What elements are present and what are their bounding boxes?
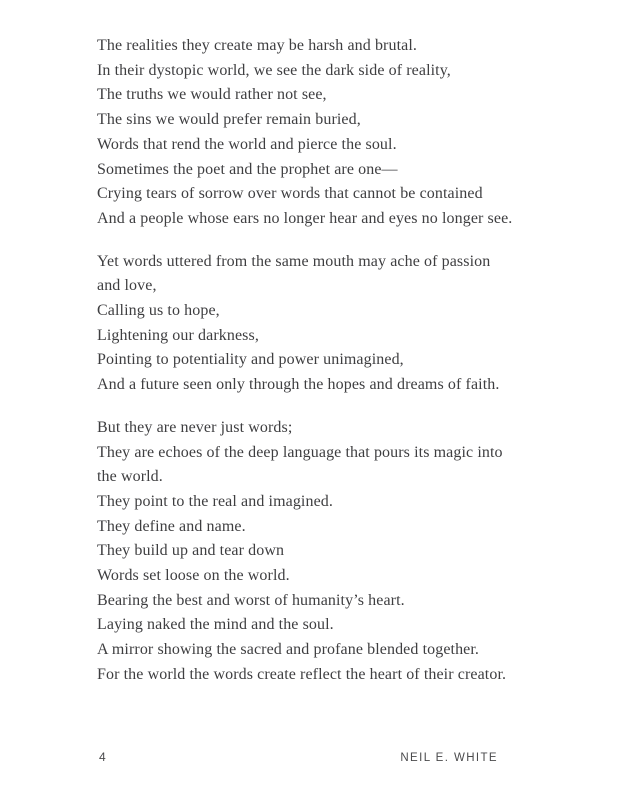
stanza-1 <box>97 34 513 232</box>
poem-line: Yet words uttered from the same mouth may ache of passion <box>97 252 491 270</box>
poem-line: Words that rend the world and pierce the soul. <box>97 135 397 153</box>
poem-line: They are echoes of the deep language that pours its magic into <box>97 443 503 461</box>
poem-line: They build up and tear down <box>97 542 285 560</box>
poem-line: Bearing the best and worst of humanity’s heart. <box>97 591 405 609</box>
poem-line: The realities they create may be harsh and brutal. <box>97 37 417 54</box>
poem-line: A mirror showing the sacred and profane blended together. <box>97 641 480 659</box>
poem-line: And a future seen only through the hopes and dreams of faith. <box>97 376 500 394</box>
poem-line: The sins we would prefer remain buried, <box>97 111 361 129</box>
poem-line: They point to the real and imagined. <box>97 492 333 510</box>
poem-line: And a people whose ears no longer hear and eyes no longer see. <box>97 209 513 227</box>
poem-line: the world. <box>97 468 163 486</box>
poem-text <box>97 34 513 706</box>
poem-line: Sometimes the poet and the prophet are one— <box>97 160 398 178</box>
stanza-2 <box>97 250 500 398</box>
poem-line: and love, <box>97 277 157 295</box>
poem-line: In their dystopic world, we see the dark side of reality, <box>97 61 451 79</box>
page-footer <box>99 750 498 764</box>
stanza-3 <box>97 416 507 688</box>
poem-line: Pointing to potentiality and power unimagined, <box>97 351 404 369</box>
poem-line: Laying naked the mind and the soul. <box>97 616 334 634</box>
poem-line: Words set loose on the world. <box>97 567 290 585</box>
poem-line: Lightening our darkness, <box>97 326 259 344</box>
poem-line: Calling us to hope, <box>97 302 220 320</box>
poem-line: Crying tears of sorrow over words that cannot be contained <box>97 185 483 203</box>
running-footer-author: NEIL E. WHITE <box>400 752 498 764</box>
poem-line: They define and name. <box>97 517 246 535</box>
poem-line: The truths we would rather not see, <box>97 86 327 104</box>
page-number: 4 <box>99 750 107 764</box>
poem-line: For the world the words create reflect the heart of their creator. <box>97 665 507 683</box>
poem-line: But they are never just words; <box>97 418 293 436</box>
